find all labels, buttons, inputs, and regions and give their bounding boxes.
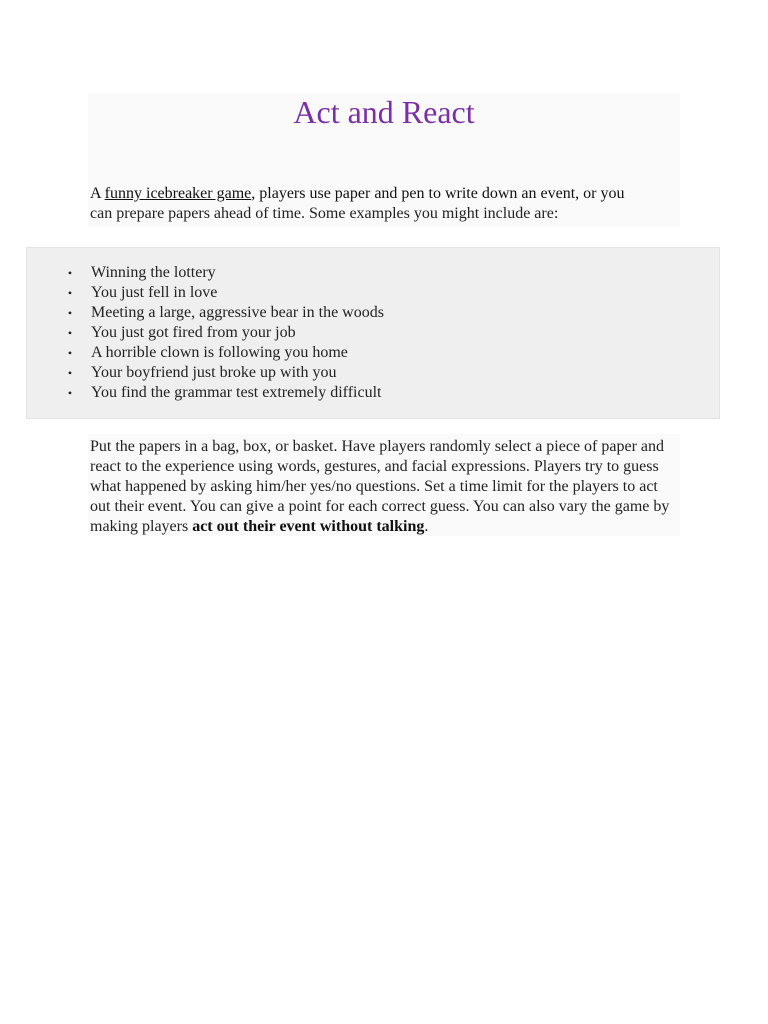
list-item: [67, 383, 384, 403]
intro-paragraph: [90, 184, 680, 224]
intro-after-link: , players use paper and pen to write down an event, or you: [251, 185, 625, 202]
list-item: [67, 363, 384, 383]
bullet-icon: •: [67, 386, 73, 400]
bullet-icon: •: [67, 366, 73, 380]
list-item-text: A horrible clown is following you home: [91, 344, 348, 361]
intro-rest: can prepare papers ahead of time. Some examples you might include are:: [90, 205, 559, 222]
instructions-end: .: [424, 518, 429, 535]
list-item: [67, 303, 384, 323]
list-item: [67, 263, 384, 283]
intro-section: [88, 93, 680, 227]
instructions-section: [88, 434, 680, 536]
instructions-bold: act out their event without talking: [192, 518, 425, 535]
funny-icebreaker-game-link[interactable]: funny icebreaker game: [104, 185, 252, 202]
page-title: Act and React: [293, 94, 475, 130]
intro-prefix: A: [90, 185, 105, 202]
instructions-paragraph: [90, 437, 676, 537]
list-item: [67, 283, 384, 303]
bullet-icon: •: [67, 306, 73, 320]
list-item-text: You find the grammar test extremely difficult: [91, 384, 382, 401]
list-item-text: Meeting a large, aggressive bear in the woods: [91, 304, 384, 321]
bullet-icon: •: [67, 286, 73, 300]
list-item-text: You just got fired from your job: [91, 324, 296, 341]
list-item-text: Your boyfriend just broke up with you: [91, 364, 337, 381]
examples-section: [26, 247, 720, 419]
list-item-text: Winning the lottery: [91, 264, 216, 281]
bullet-icon: •: [67, 266, 73, 280]
bullet-icon: •: [67, 346, 73, 360]
examples-list: [67, 263, 384, 403]
bullet-icon: •: [67, 326, 73, 340]
list-item: [67, 323, 384, 343]
list-item-text: You just fell in love: [91, 284, 218, 301]
instructions-text: Put the papers in a bag, box, or basket. Have players randomly select a piece of paper and react to the experience using words, gestures, and facial expressions. Players try to guess what happened by asking him/her yes/no questions. Set a time limit for the players to act out their event. You can give a point for each correct guess. You can also vary the game by making players: [90, 438, 670, 535]
list-item: [67, 343, 384, 363]
